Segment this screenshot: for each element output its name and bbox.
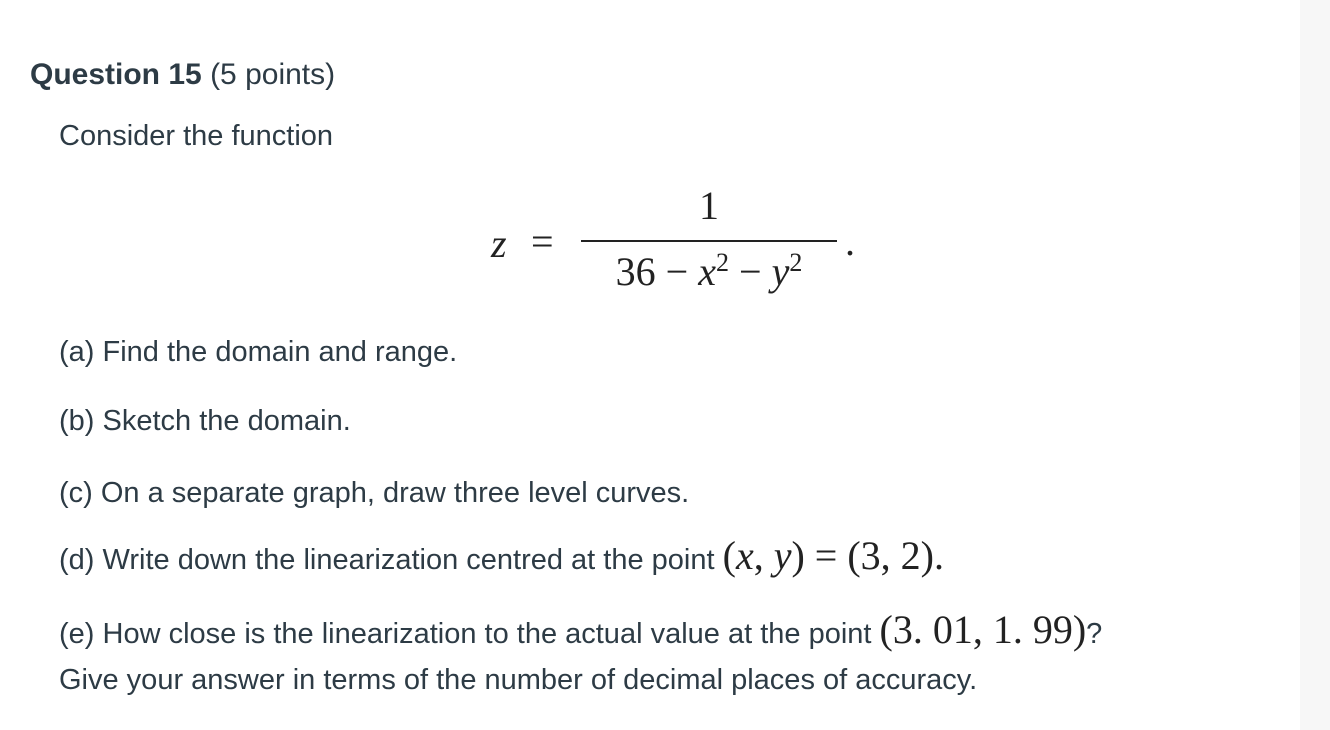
- question-header: [30, 56, 335, 94]
- part-d-end: .: [934, 533, 944, 578]
- part-d-paren: (: [722, 533, 736, 578]
- equation-lhs: z: [491, 221, 507, 266]
- part-d-text: (d) Write down the linearization centred at the point: [59, 544, 723, 576]
- part-c: (c) On a separate graph, draw three level curves.: [59, 477, 690, 509]
- part-d-x: x: [735, 533, 754, 578]
- part-d-point: [723, 533, 934, 578]
- part-d-y: y: [773, 533, 792, 578]
- part-e-text: (e) How close is the linearization to the actual value at the point: [59, 618, 880, 650]
- fraction-bar: [581, 240, 837, 242]
- fraction-numerator: 1: [699, 183, 719, 228]
- question-title: Question 15: [30, 58, 202, 91]
- part-e-point: (3. 01, 1. 99): [879, 607, 1087, 652]
- right-scroll-gutter: [1300, 0, 1330, 730]
- fraction-denominator: [581, 248, 837, 295]
- function-equation: [491, 182, 891, 292]
- part-e-line1: [59, 607, 1103, 652]
- question-points: (5 points): [210, 58, 336, 91]
- equation-period: .: [845, 219, 855, 264]
- denominator-x-exponent: 2: [716, 248, 729, 277]
- denominator-y: y: [771, 249, 790, 294]
- equation-equals: =: [531, 219, 554, 264]
- denominator-constant: 36 −: [615, 249, 689, 294]
- part-b: (b) Sketch the domain.: [59, 405, 351, 437]
- part-d-value: ) = (3, 2): [791, 533, 934, 578]
- denominator-y-exponent: 2: [789, 248, 803, 277]
- denominator-x: x: [698, 249, 716, 294]
- part-e-end: ?: [1086, 618, 1103, 650]
- question-intro: Consider the function: [59, 120, 334, 152]
- part-d-comma: ,: [753, 533, 774, 578]
- part-d: [59, 533, 944, 578]
- part-e-line2: Give your answer in terms of the number of decimal places of accuracy.: [59, 664, 978, 696]
- part-a: (a) Find the domain and range.: [59, 336, 458, 368]
- denominator-minus: −: [729, 249, 772, 294]
